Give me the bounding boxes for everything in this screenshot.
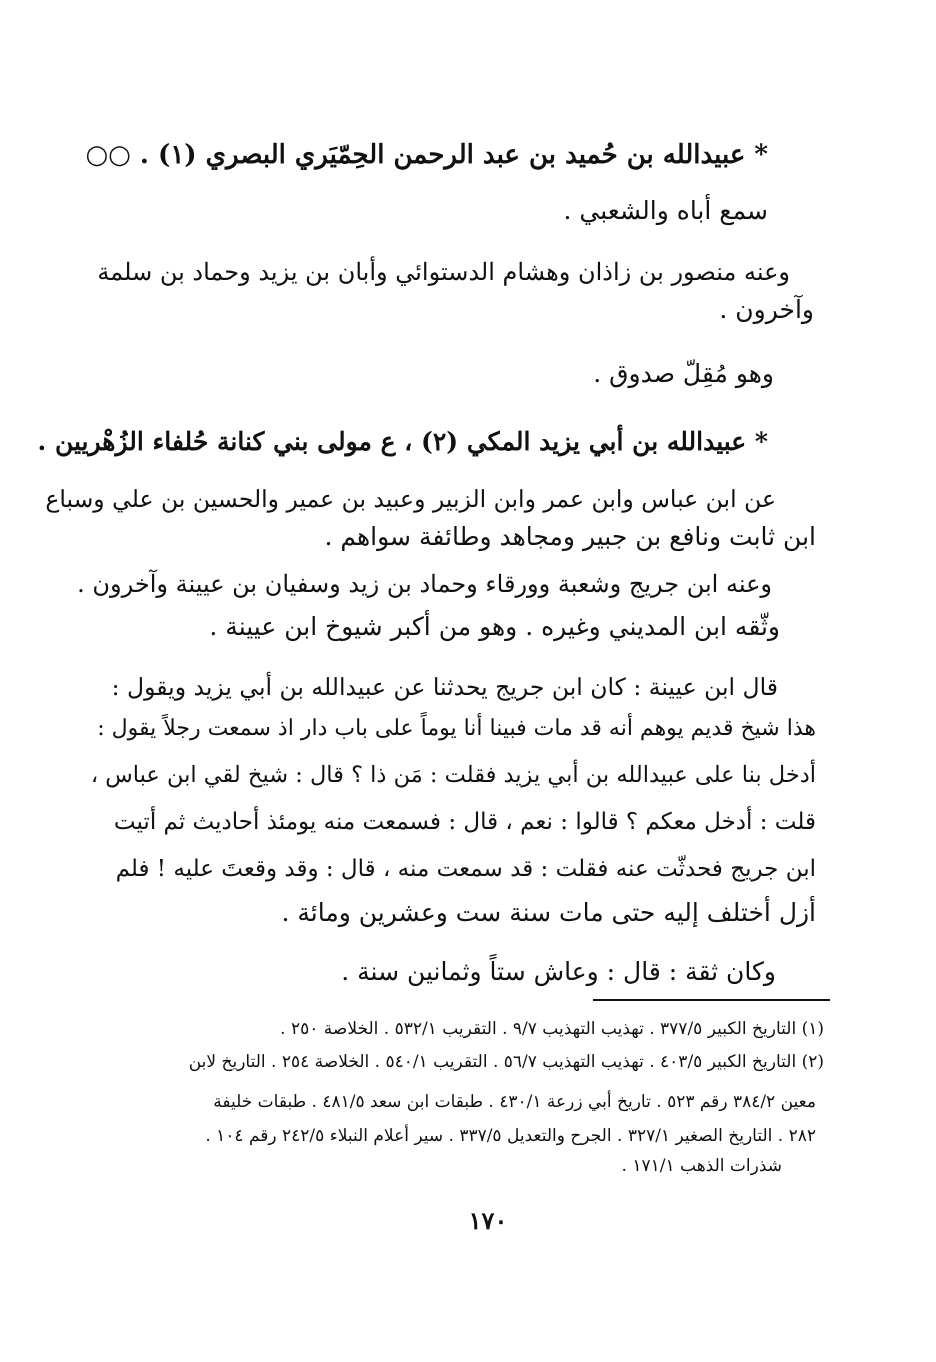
footnote-2-line-3: ٢٨٢ . التاريخ الصغير ٣٢٧/١ . الجرح والتعديل ٣٣٧/٥ . سير أعلام النبلاء ٢٤٢/٥ رقم ١٠٤ . xyxy=(205,1126,816,1146)
footnote-2-line-1: (٢) التاريخ الكبير ٤٠٣/٥ . تهذيب التهذيب ٥٦/٧ . التقريب ٥٤٠/١ . الخلاصة ٢٥٤ . التاريخ لابن xyxy=(188,1052,824,1072)
entry2-paragraph-3-line-3: أدخل بنا على عبيدالله بن أبي يزيد فقلت : مَن ذا ؟ قال : شيخ لقي ابن عباس ، xyxy=(90,762,816,788)
entry2-paragraph-2-line-1: وعنه ابن جريج وشعبة وورقاء وحماد بن زيد وسفيان بن عيينة وآخرون . xyxy=(77,570,772,598)
entry2-paragraph-3-line-6: أزل أختلف إليه حتى مات سنة ست وعشرين ومائة . xyxy=(281,898,816,927)
entry2-paragraph-3-line-4: قلت : أدخل معكم ؟ قالوا : نعم ، قال : فسمعت منه يومئذ أحاديث ثم أتيت xyxy=(113,809,816,835)
entry2-paragraph-1-line-1: عن ابن عباس وابن عمر وابن الزبير وعبيد بن عمير والحسين بن علي وسباع xyxy=(45,485,776,513)
footnote-separator xyxy=(593,999,830,1001)
footnote-2-line-4: شذرات الذهب ١٧١/١ . xyxy=(621,1156,782,1176)
entry2-paragraph-2-line-2: وثّقه ابن المديني وغيره . وهو من أكبر شيوخ ابن عيينة . xyxy=(209,612,780,641)
entry2-paragraph-3-line-1: قال ابن عيينة : كان ابن جريج يحدثنا عن عبيدالله بن أبي يزيد ويقول : xyxy=(111,673,778,701)
entry1-paragraph-1: سمع أباه والشعبي . xyxy=(563,196,768,225)
entry2-paragraph-1-line-2: ابن ثابت ونافع بن جبير ومجاهد وطائفة سواهم . xyxy=(324,522,816,551)
entry2-paragraph-4: وكان ثقة : قال : وعاش ستاً وثمانين سنة . xyxy=(341,957,776,986)
page-number: ١٧٠ xyxy=(468,1206,508,1235)
entry2-paragraph-3-line-2: هذا شيخ قديم يوهم أنه قد مات فبينا أنا يوماً على باب دار اذ سمعت رجلاً يقول : xyxy=(97,716,816,741)
entry2-paragraph-3-line-5: ابن جريج فحدثّت عنه فقلت : قد سمعت منه ، قال : وقد وقعتَ عليه ! فلم xyxy=(115,856,816,882)
entry1-paragraph-3: وهو مُقِلّ صدوق . xyxy=(593,359,774,388)
entry1-heading: * عبيدالله بن حُميد بن عبد الرحمن الحِمّيَري البصري (١) . ○○ xyxy=(85,140,768,170)
entry2-heading: * عبيدالله بن أبي يزيد المكي (٢) ، ع مولى بني كنانة حُلفاء الزُهْريين . xyxy=(37,427,768,456)
entry1-paragraph-2-line-2: وآخرون . xyxy=(719,295,814,324)
footnote-1: (١) التاريخ الكبير ٣٧٧/٥ . تهذيب التهذيب ٩/٧ . التقريب ٥٣٢/١ . الخلاصة ٢٥٠ . xyxy=(280,1019,824,1039)
entry1-paragraph-2-line-1: وعنه منصور بن زاذان وهشام الدستوائي وأبان بن يزيد وحماد بن سلمة xyxy=(97,258,790,286)
footnote-2-line-2: معين ٣٨٤/٢ رقم ٥٢٣ . تاريخ أبي زرعة ٤٣٠/١ . طبقات ابن سعد ٤٨١/٥ . طبقات خليفة xyxy=(213,1092,816,1112)
